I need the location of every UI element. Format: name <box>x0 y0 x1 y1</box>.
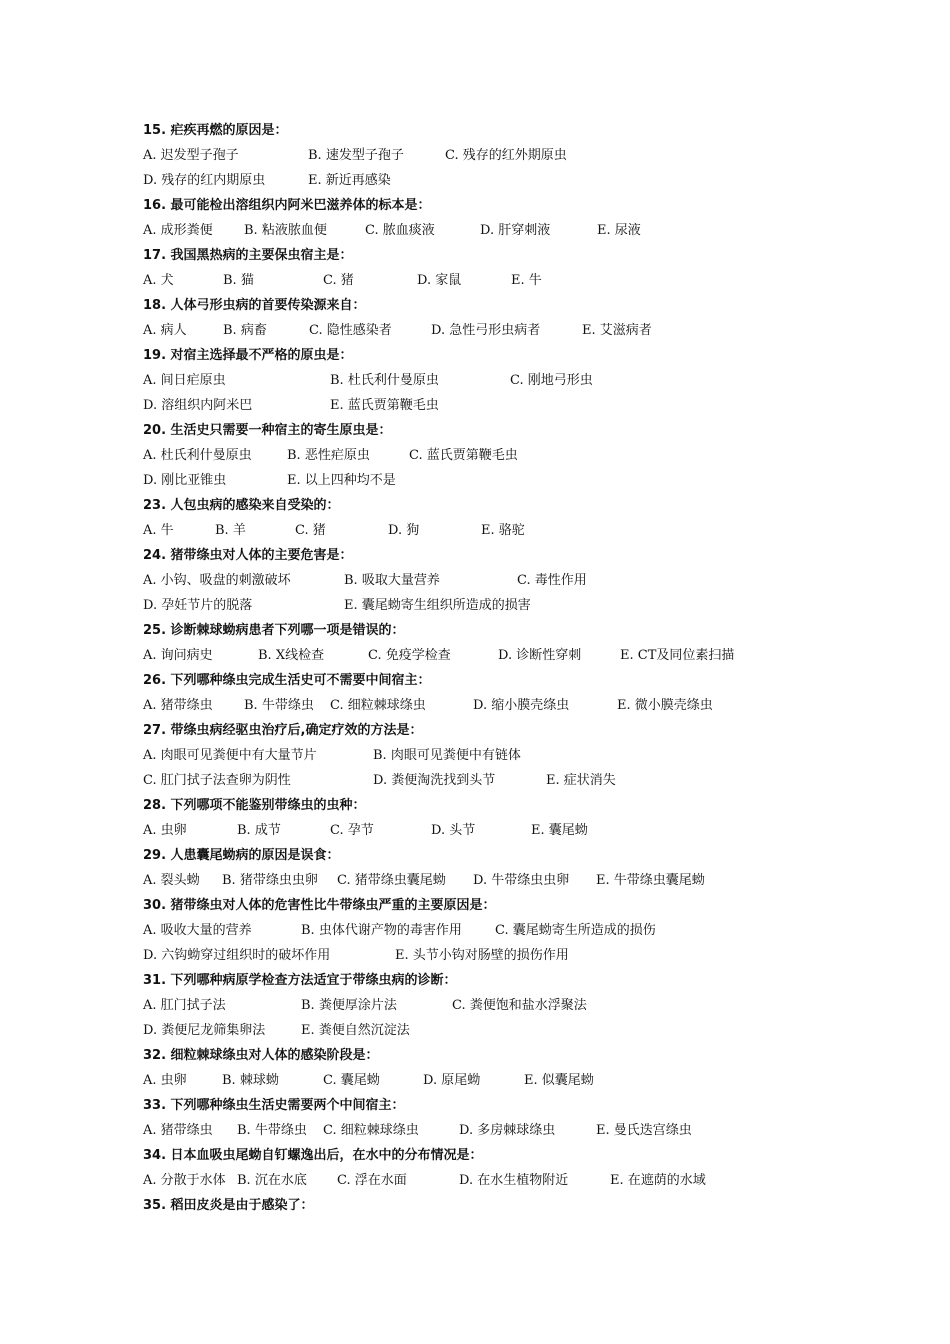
answer-option: D. 残存的红内期原虫 <box>143 173 266 188</box>
answer-option: E. 囊尾蚴寄生组织所造成的损害 <box>344 598 531 613</box>
answer-option: A. 犬 <box>143 273 174 288</box>
option-row <box>143 222 863 247</box>
answer-option: E. 头节小钩对肠壁的损伤作用 <box>395 948 569 963</box>
answer-option: A. 裂头蚴 <box>143 873 200 888</box>
answer-option: E. 尿液 <box>597 223 641 238</box>
answer-option: A. 猪带绦虫 <box>143 1123 213 1138</box>
option-row <box>143 1072 863 1097</box>
answer-option: A. 吸收大量的营养 <box>143 923 252 938</box>
answer-option: D. 缩小膜壳绦虫 <box>473 698 570 713</box>
option-row <box>143 597 863 622</box>
answer-option: B. 猪带绦虫虫卵 <box>222 873 318 888</box>
answer-option: E. 症状消失 <box>546 773 616 788</box>
question-title: 19. 对宿主选择最不严格的原虫是： <box>143 348 353 363</box>
option-row <box>143 172 863 197</box>
option-row <box>143 922 863 947</box>
answer-option: D. 家鼠 <box>417 273 462 288</box>
answer-option: D. 粪便尼龙筛集卵法 <box>143 1023 266 1038</box>
answer-option: D. 头节 <box>431 823 476 838</box>
answer-option: D. 牛带绦虫虫卵 <box>473 873 570 888</box>
option-row <box>143 947 863 972</box>
question-title: 28. 下列哪项不能鉴别带绦虫的虫种： <box>143 798 366 813</box>
answer-option: B. 杜氏利什曼原虫 <box>330 373 439 388</box>
question-title: 27. 带绦虫病经驱虫治疗后,确定疗效的方法是： <box>143 723 423 738</box>
answer-option: A. 询问病史 <box>143 648 213 663</box>
answer-option: B. 粪便厚涂片法 <box>301 998 397 1013</box>
answer-option: B. 吸取大量营养 <box>344 573 440 588</box>
answer-option: E. 骆驼 <box>481 523 525 538</box>
question-title: 23. 人包虫病的感染来自受染的： <box>143 498 340 513</box>
answer-option: C. 肛门拭子法查卵为阴性 <box>143 773 291 788</box>
answer-option: D. 孕妊节片的脱落 <box>143 598 253 613</box>
question-title: 35. 稻田皮炎是由于感染了： <box>143 1198 314 1213</box>
answer-option: E. 微小膜壳绦虫 <box>617 698 713 713</box>
question-title: 17. 我国黑热病的主要保虫宿主是： <box>143 248 353 263</box>
option-row <box>143 522 863 547</box>
option-row <box>143 1022 863 1047</box>
answer-option: C. 猪 <box>295 523 326 538</box>
answer-option: B. 猫 <box>223 273 254 288</box>
answer-option: C. 浮在水面 <box>337 1173 407 1188</box>
answer-option: C. 刚地弓形虫 <box>510 373 593 388</box>
answer-option: B. 粘液脓血便 <box>244 223 327 238</box>
question-title: 24. 猪带绦虫对人体的主要危害是： <box>143 548 353 563</box>
exam-page <box>143 122 863 1222</box>
answer-option: C. 猪 <box>323 273 354 288</box>
question-title: 16. 最可能检出溶组织内阿米巴滋养体的标本是： <box>143 198 431 213</box>
answer-option: D. 六钩蚴穿过组织时的破坏作用 <box>143 948 331 963</box>
answer-option: E. CT及同位素扫描 <box>620 648 735 663</box>
answer-option: E. 粪便自然沉淀法 <box>301 1023 410 1038</box>
answer-option: C. 免疫学检查 <box>368 648 451 663</box>
answer-option: B. X线检查 <box>258 648 325 663</box>
option-row <box>143 822 863 847</box>
answer-option: C. 囊尾蚴 <box>323 1073 380 1088</box>
option-row <box>143 447 863 472</box>
question-title: 15. 疟疾再燃的原因是： <box>143 123 288 138</box>
answer-option: E. 囊尾蚴 <box>531 823 588 838</box>
answer-option: A. 迟发型子孢子 <box>143 148 239 163</box>
answer-option: E. 牛 <box>511 273 542 288</box>
option-row <box>143 472 863 497</box>
answer-option: E. 蓝氏贾第鞭毛虫 <box>330 398 439 413</box>
answer-option: A. 病人 <box>143 323 187 338</box>
option-row <box>143 647 863 672</box>
answer-option: B. 肉眼可见粪便中有链体 <box>373 748 521 763</box>
option-row <box>143 697 863 722</box>
option-row <box>143 747 863 772</box>
answer-option: C. 猪带绦虫囊尾蚴 <box>337 873 446 888</box>
answer-option: D. 在水生植物附近 <box>459 1173 569 1188</box>
question-title: 25. 诊断棘球蚴病患者下列哪一项是错误的： <box>143 623 405 638</box>
answer-option: A. 牛 <box>143 523 174 538</box>
question-title: 32. 细粒棘球绦虫对人体的感染阶段是： <box>143 1048 379 1063</box>
option-row <box>143 372 863 397</box>
question-title: 34. 日本血吸虫尾蚴自钉螺逸出后，在水中的分布情况是： <box>143 1148 483 1163</box>
answer-option: E. 新近再感染 <box>308 173 391 188</box>
answer-option: C. 细粒棘球绦虫 <box>323 1123 419 1138</box>
option-row <box>143 997 863 1022</box>
answer-option: E. 曼氏迭宫绦虫 <box>596 1123 692 1138</box>
answer-option: C. 细粒棘球绦虫 <box>330 698 426 713</box>
question-title: 18. 人体弓形虫病的首要传染源来自： <box>143 298 366 313</box>
option-row <box>143 872 863 897</box>
answer-option: C. 毒性作用 <box>517 573 587 588</box>
answer-option: B. 虫体代谢产物的毒害作用 <box>301 923 462 938</box>
answer-option: A. 分散于水体 <box>143 1173 226 1188</box>
answer-option: A. 小钩、吸盘的刺激破坏 <box>143 573 291 588</box>
answer-option: C. 孕节 <box>330 823 374 838</box>
answer-option: A. 间日疟原虫 <box>143 373 226 388</box>
option-row <box>143 1172 863 1197</box>
answer-option: A. 杜氏利什曼原虫 <box>143 448 252 463</box>
answer-option: C. 蓝氏贾第鞭毛虫 <box>409 448 518 463</box>
answer-option: A. 肛门拭子法 <box>143 998 226 1013</box>
answer-option: D. 肝穿刺液 <box>480 223 551 238</box>
option-row <box>143 272 863 297</box>
answer-option: E. 艾滋病者 <box>582 323 652 338</box>
option-row <box>143 772 863 797</box>
answer-option: B. 速发型子孢子 <box>308 148 404 163</box>
answer-option: A. 虫卵 <box>143 823 187 838</box>
answer-option: C. 粪便饱和盐水浮聚法 <box>452 998 587 1013</box>
answer-option: C. 隐性感染者 <box>309 323 392 338</box>
answer-option: B. 棘球蚴 <box>222 1073 279 1088</box>
answer-option: A. 成形粪便 <box>143 223 213 238</box>
option-row <box>143 397 863 422</box>
question-title: 26. 下列哪种绦虫完成生活史可不需要中间宿主： <box>143 673 431 688</box>
question-title: 30. 猪带绦虫对人体的危害性比牛带绦虫严重的主要原因是： <box>143 898 496 913</box>
question-title: 31. 下列哪种病原学检查方法适宜于带绦虫病的诊断： <box>143 973 457 988</box>
answer-option: D. 溶组织内阿米巴 <box>143 398 253 413</box>
option-row <box>143 1122 863 1147</box>
answer-option: E. 似囊尾蚴 <box>524 1073 594 1088</box>
answer-option: C. 残存的红外期原虫 <box>445 148 567 163</box>
answer-option: A. 肉眼可见粪便中有大量节片 <box>143 748 317 763</box>
option-row <box>143 147 863 172</box>
answer-option: D. 刚比亚锥虫 <box>143 473 227 488</box>
answer-option: B. 病畜 <box>223 323 267 338</box>
option-row <box>143 572 863 597</box>
answer-option: D. 粪便淘洗找到头节 <box>373 773 496 788</box>
answer-option: B. 羊 <box>215 523 246 538</box>
answer-option: E. 牛带绦虫囊尾蚴 <box>596 873 705 888</box>
answer-option: B. 牛带绦虫 <box>244 698 314 713</box>
answer-option: B. 牛带绦虫 <box>237 1123 307 1138</box>
question-title: 20. 生活史只需要一种宿主的寄生原虫是： <box>143 423 392 438</box>
answer-option: C. 脓血痰液 <box>365 223 435 238</box>
answer-option: A. 虫卵 <box>143 1073 187 1088</box>
answer-option: E. 以上四种均不是 <box>287 473 396 488</box>
answer-option: E. 在遮荫的水域 <box>610 1173 706 1188</box>
answer-option: D. 原尾蚴 <box>423 1073 481 1088</box>
question-title: 33. 下列哪种绦虫生活史需要两个中间宿主： <box>143 1098 405 1113</box>
answer-option: B. 沉在水底 <box>237 1173 307 1188</box>
answer-option: D. 多房棘球绦虫 <box>459 1123 556 1138</box>
answer-option: B. 成节 <box>237 823 281 838</box>
answer-option: D. 狗 <box>388 523 420 538</box>
answer-option: D. 诊断性穿刺 <box>498 648 582 663</box>
question-title: 29. 人患囊尾蚴病的原因是误食： <box>143 848 340 863</box>
answer-option: A. 猪带绦虫 <box>143 698 213 713</box>
answer-option: C. 囊尾蚴寄生所造成的损伤 <box>495 923 656 938</box>
option-row <box>143 322 863 347</box>
answer-option: B. 恶性疟原虫 <box>287 448 370 463</box>
answer-option: D. 急性弓形虫病者 <box>431 323 541 338</box>
